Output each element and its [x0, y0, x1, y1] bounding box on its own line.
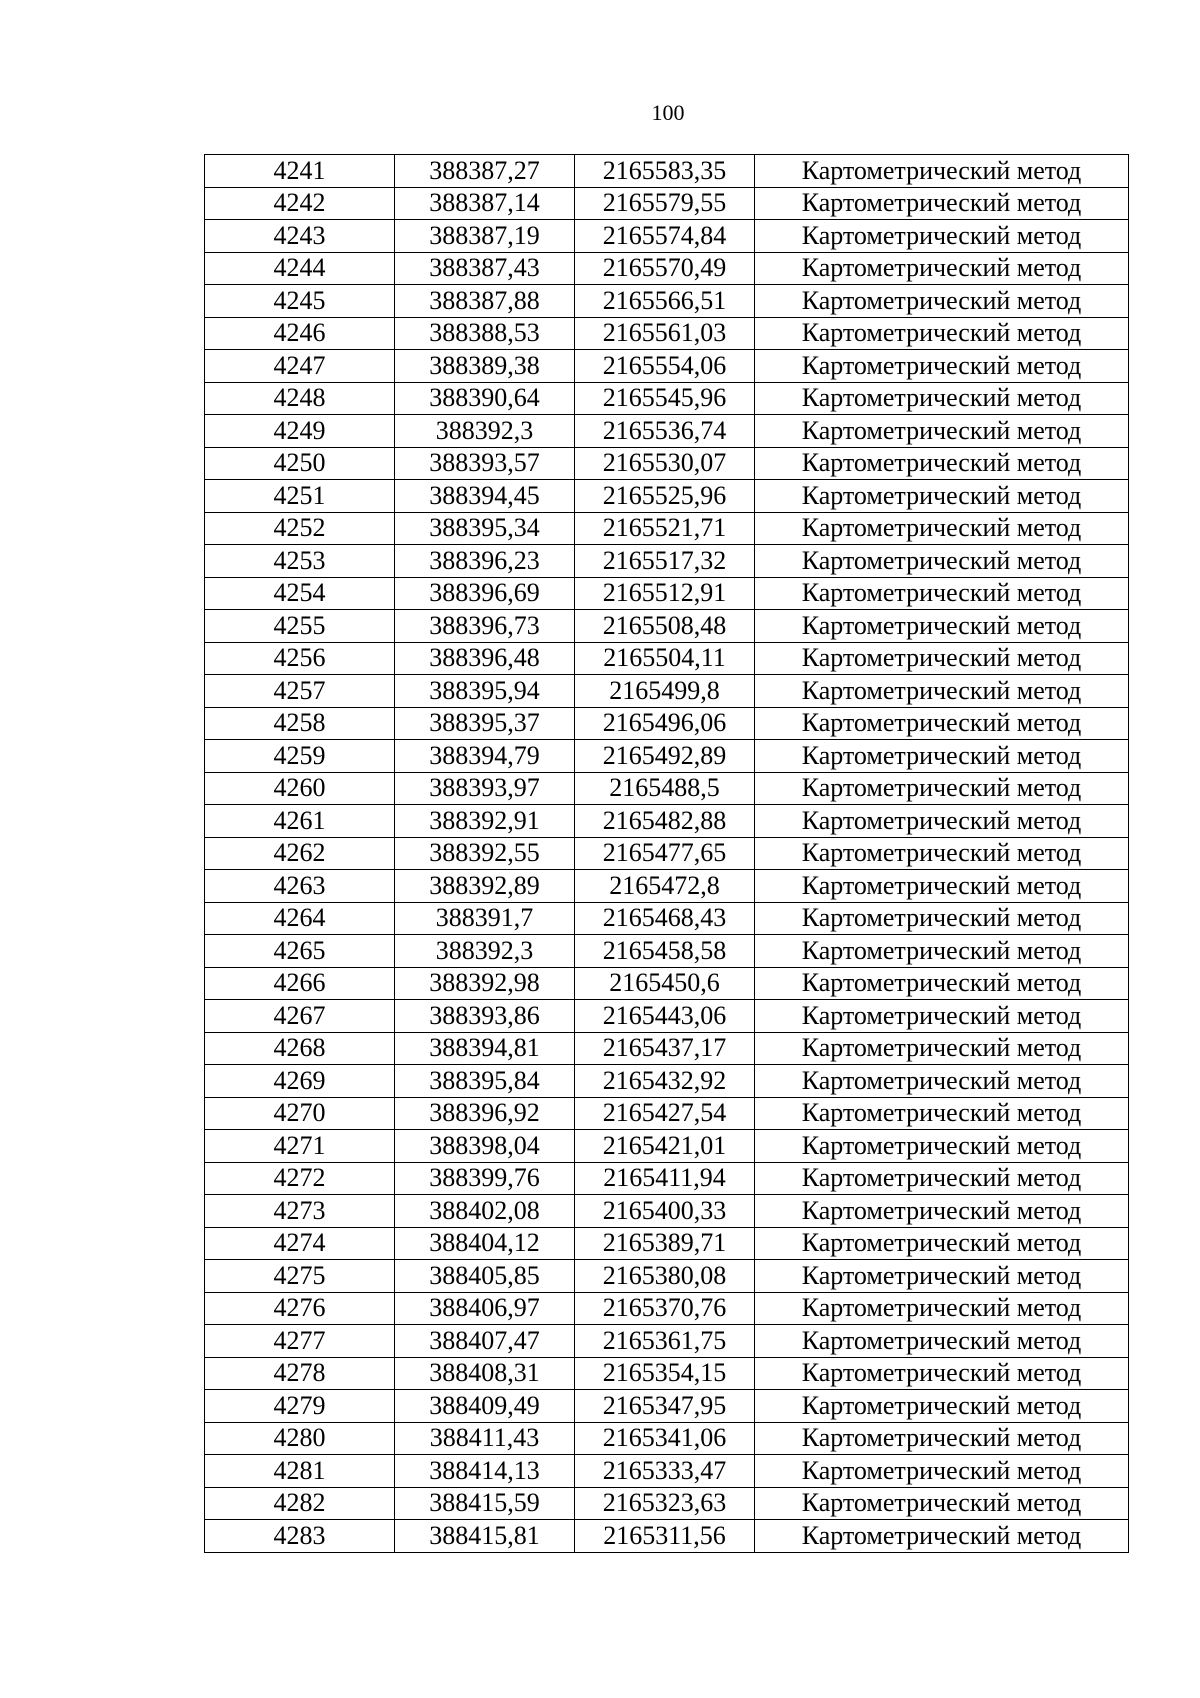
method-cell: Картометрический метод [755, 935, 1129, 968]
point-number-cell: 4260 [205, 772, 395, 805]
method-cell: Картометрический метод [755, 1000, 1129, 1033]
point-number-cell: 4243 [205, 220, 395, 253]
y-coordinate-cell: 2165468,43 [575, 902, 755, 935]
y-coordinate-cell: 2165525,96 [575, 480, 755, 513]
y-coordinate-cell: 2165311,56 [575, 1520, 755, 1553]
y-coordinate-cell: 2165504,11 [575, 642, 755, 675]
table-row [205, 1520, 1129, 1553]
point-number-cell: 4255 [205, 610, 395, 643]
y-coordinate-cell: 2165536,74 [575, 415, 755, 448]
x-coordinate-cell: 388405,85 [395, 1260, 575, 1293]
y-coordinate-cell: 2165530,07 [575, 447, 755, 480]
table-row [205, 1162, 1129, 1195]
point-number-cell: 4248 [205, 382, 395, 415]
y-coordinate-cell: 2165437,17 [575, 1032, 755, 1065]
method-cell: Картометрический метод [755, 967, 1129, 1000]
table-row [205, 350, 1129, 383]
table-row [205, 837, 1129, 870]
y-coordinate-cell: 2165508,48 [575, 610, 755, 643]
x-coordinate-cell: 388395,84 [395, 1065, 575, 1098]
x-coordinate-cell: 388408,31 [395, 1357, 575, 1390]
point-number-cell: 4253 [205, 545, 395, 578]
x-coordinate-cell: 388391,7 [395, 902, 575, 935]
x-coordinate-cell: 388394,79 [395, 740, 575, 773]
method-cell: Картометрический метод [755, 187, 1129, 220]
point-number-cell: 4269 [205, 1065, 395, 1098]
y-coordinate-cell: 2165354,15 [575, 1357, 755, 1390]
table-row [205, 317, 1129, 350]
x-coordinate-cell: 388395,37 [395, 707, 575, 740]
table-row [205, 447, 1129, 480]
x-coordinate-cell: 388387,27 [395, 155, 575, 188]
method-cell: Картометрический метод [755, 1097, 1129, 1130]
table-row [205, 1097, 1129, 1130]
x-coordinate-cell: 388394,81 [395, 1032, 575, 1065]
y-coordinate-cell: 2165370,76 [575, 1292, 755, 1325]
point-number-cell: 4264 [205, 902, 395, 935]
point-number-cell: 4249 [205, 415, 395, 448]
point-number-cell: 4272 [205, 1162, 395, 1195]
table-row [205, 870, 1129, 903]
y-coordinate-cell: 2165566,51 [575, 285, 755, 318]
point-number-cell: 4267 [205, 1000, 395, 1033]
table-row [205, 577, 1129, 610]
method-cell: Картометрический метод [755, 870, 1129, 903]
table-row [205, 415, 1129, 448]
point-number-cell: 4263 [205, 870, 395, 903]
table-row [205, 1065, 1129, 1098]
point-number-cell: 4259 [205, 740, 395, 773]
table-row [205, 610, 1129, 643]
method-cell: Картометрический метод [755, 285, 1129, 318]
y-coordinate-cell: 2165389,71 [575, 1227, 755, 1260]
y-coordinate-cell: 2165521,71 [575, 512, 755, 545]
x-coordinate-cell: 388389,38 [395, 350, 575, 383]
method-cell: Картометрический метод [755, 1292, 1129, 1325]
method-cell: Картометрический метод [755, 1130, 1129, 1163]
x-coordinate-cell: 388406,97 [395, 1292, 575, 1325]
point-number-cell: 4266 [205, 967, 395, 1000]
x-coordinate-cell: 388415,81 [395, 1520, 575, 1553]
point-number-cell: 4246 [205, 317, 395, 350]
method-cell: Картометрический метод [755, 480, 1129, 513]
point-number-cell: 4279 [205, 1390, 395, 1423]
y-coordinate-cell: 2165570,49 [575, 252, 755, 285]
y-coordinate-cell: 2165499,8 [575, 675, 755, 708]
point-number-cell: 4273 [205, 1195, 395, 1228]
method-cell: Картометрический метод [755, 837, 1129, 870]
table-row [205, 707, 1129, 740]
x-coordinate-cell: 388396,73 [395, 610, 575, 643]
y-coordinate-cell: 2165561,03 [575, 317, 755, 350]
point-number-cell: 4261 [205, 805, 395, 838]
x-coordinate-cell: 388390,64 [395, 382, 575, 415]
method-cell: Картометрический метод [755, 902, 1129, 935]
method-cell: Картометрический метод [755, 220, 1129, 253]
x-coordinate-cell: 388396,23 [395, 545, 575, 578]
method-cell: Картометрический метод [755, 1422, 1129, 1455]
y-coordinate-cell: 2165472,8 [575, 870, 755, 903]
point-number-cell: 4271 [205, 1130, 395, 1163]
table-row [205, 1422, 1129, 1455]
coordinates-table [204, 154, 1129, 1553]
method-cell: Картометрический метод [755, 512, 1129, 545]
x-coordinate-cell: 388407,47 [395, 1325, 575, 1358]
method-cell: Картометрический метод [755, 1162, 1129, 1195]
x-coordinate-cell: 388392,98 [395, 967, 575, 1000]
x-coordinate-cell: 388415,59 [395, 1487, 575, 1520]
method-cell: Картометрический метод [755, 577, 1129, 610]
x-coordinate-cell: 388393,86 [395, 1000, 575, 1033]
point-number-cell: 4282 [205, 1487, 395, 1520]
y-coordinate-cell: 2165458,58 [575, 935, 755, 968]
point-number-cell: 4275 [205, 1260, 395, 1293]
method-cell: Картометрический метод [755, 1455, 1129, 1488]
x-coordinate-cell: 388387,43 [395, 252, 575, 285]
y-coordinate-cell: 2165574,84 [575, 220, 755, 253]
x-coordinate-cell: 388396,92 [395, 1097, 575, 1130]
point-number-cell: 4280 [205, 1422, 395, 1455]
method-cell: Картометрический метод [755, 447, 1129, 480]
point-number-cell: 4245 [205, 285, 395, 318]
y-coordinate-cell: 2165496,06 [575, 707, 755, 740]
y-coordinate-cell: 2165583,35 [575, 155, 755, 188]
point-number-cell: 4257 [205, 675, 395, 708]
method-cell: Картометрический метод [755, 317, 1129, 350]
point-number-cell: 4262 [205, 837, 395, 870]
x-coordinate-cell: 388396,48 [395, 642, 575, 675]
table-row [205, 1357, 1129, 1390]
table-row [205, 155, 1129, 188]
y-coordinate-cell: 2165400,33 [575, 1195, 755, 1228]
point-number-cell: 4277 [205, 1325, 395, 1358]
x-coordinate-cell: 388409,49 [395, 1390, 575, 1423]
method-cell: Картометрический метод [755, 1520, 1129, 1553]
point-number-cell: 4258 [205, 707, 395, 740]
x-coordinate-cell: 388402,08 [395, 1195, 575, 1228]
x-coordinate-cell: 388404,12 [395, 1227, 575, 1260]
y-coordinate-cell: 2165554,06 [575, 350, 755, 383]
method-cell: Картометрический метод [755, 1390, 1129, 1423]
method-cell: Картометрический метод [755, 1487, 1129, 1520]
x-coordinate-cell: 388394,45 [395, 480, 575, 513]
y-coordinate-cell: 2165545,96 [575, 382, 755, 415]
method-cell: Картометрический метод [755, 1325, 1129, 1358]
x-coordinate-cell: 388396,69 [395, 577, 575, 610]
y-coordinate-cell: 2165488,5 [575, 772, 755, 805]
point-number-cell: 4276 [205, 1292, 395, 1325]
method-cell: Картометрический метод [755, 610, 1129, 643]
table-row [205, 252, 1129, 285]
y-coordinate-cell: 2165421,01 [575, 1130, 755, 1163]
method-cell: Картометрический метод [755, 1227, 1129, 1260]
table-row [205, 512, 1129, 545]
y-coordinate-cell: 2165512,91 [575, 577, 755, 610]
point-number-cell: 4283 [205, 1520, 395, 1553]
table-row [205, 935, 1129, 968]
table-row [205, 1325, 1129, 1358]
x-coordinate-cell: 388392,55 [395, 837, 575, 870]
method-cell: Картометрический метод [755, 545, 1129, 578]
point-number-cell: 4247 [205, 350, 395, 383]
table-row [205, 1130, 1129, 1163]
y-coordinate-cell: 2165323,63 [575, 1487, 755, 1520]
method-cell: Картометрический метод [755, 1032, 1129, 1065]
method-cell: Картометрический метод [755, 252, 1129, 285]
x-coordinate-cell: 388387,19 [395, 220, 575, 253]
table-row [205, 642, 1129, 675]
method-cell: Картометрический метод [755, 1065, 1129, 1098]
point-number-cell: 4265 [205, 935, 395, 968]
x-coordinate-cell: 388387,14 [395, 187, 575, 220]
y-coordinate-cell: 2165450,6 [575, 967, 755, 1000]
x-coordinate-cell: 388392,3 [395, 935, 575, 968]
table-row [205, 1000, 1129, 1033]
point-number-cell: 4252 [205, 512, 395, 545]
method-cell: Картометрический метод [755, 642, 1129, 675]
y-coordinate-cell: 2165443,06 [575, 1000, 755, 1033]
table-row [205, 1455, 1129, 1488]
table-row [205, 1390, 1129, 1423]
point-number-cell: 4254 [205, 577, 395, 610]
method-cell: Картометрический метод [755, 740, 1129, 773]
table-row [205, 1292, 1129, 1325]
y-coordinate-cell: 2165432,92 [575, 1065, 755, 1098]
x-coordinate-cell: 388387,88 [395, 285, 575, 318]
y-coordinate-cell: 2165411,94 [575, 1162, 755, 1195]
table-row [205, 1260, 1129, 1293]
x-coordinate-cell: 388393,97 [395, 772, 575, 805]
x-coordinate-cell: 388388,53 [395, 317, 575, 350]
method-cell: Картометрический метод [755, 382, 1129, 415]
point-number-cell: 4281 [205, 1455, 395, 1488]
page-number: 100 [651, 100, 685, 125]
table-row [205, 1195, 1129, 1228]
x-coordinate-cell: 388395,94 [395, 675, 575, 708]
table-row [205, 187, 1129, 220]
x-coordinate-cell: 388395,34 [395, 512, 575, 545]
table-row [205, 902, 1129, 935]
table-body [205, 155, 1129, 1553]
table-row [205, 805, 1129, 838]
method-cell: Картометрический метод [755, 707, 1129, 740]
y-coordinate-cell: 2165492,89 [575, 740, 755, 773]
method-cell: Картометрический метод [755, 675, 1129, 708]
y-coordinate-cell: 2165517,32 [575, 545, 755, 578]
y-coordinate-cell: 2165347,95 [575, 1390, 755, 1423]
method-cell: Картометрический метод [755, 1357, 1129, 1390]
x-coordinate-cell: 388399,76 [395, 1162, 575, 1195]
point-number-cell: 4274 [205, 1227, 395, 1260]
table-row [205, 967, 1129, 1000]
point-number-cell: 4256 [205, 642, 395, 675]
y-coordinate-cell: 2165333,47 [575, 1455, 755, 1488]
table-row [205, 382, 1129, 415]
x-coordinate-cell: 388393,57 [395, 447, 575, 480]
point-number-cell: 4268 [205, 1032, 395, 1065]
method-cell: Картометрический метод [755, 415, 1129, 448]
method-cell: Картометрический метод [755, 1260, 1129, 1293]
y-coordinate-cell: 2165341,06 [575, 1422, 755, 1455]
table-row [205, 1487, 1129, 1520]
table-row [205, 675, 1129, 708]
table-row [205, 740, 1129, 773]
x-coordinate-cell: 388414,13 [395, 1455, 575, 1488]
table-row [205, 772, 1129, 805]
y-coordinate-cell: 2165427,54 [575, 1097, 755, 1130]
method-cell: Картометрический метод [755, 805, 1129, 838]
table-row [205, 1227, 1129, 1260]
point-number-cell: 4244 [205, 252, 395, 285]
x-coordinate-cell: 388392,3 [395, 415, 575, 448]
method-cell: Картометрический метод [755, 155, 1129, 188]
y-coordinate-cell: 2165579,55 [575, 187, 755, 220]
y-coordinate-cell: 2165482,88 [575, 805, 755, 838]
table-row [205, 1032, 1129, 1065]
y-coordinate-cell: 2165361,75 [575, 1325, 755, 1358]
x-coordinate-cell: 388392,91 [395, 805, 575, 838]
point-number-cell: 4250 [205, 447, 395, 480]
y-coordinate-cell: 2165477,65 [575, 837, 755, 870]
x-coordinate-cell: 388411,43 [395, 1422, 575, 1455]
method-cell: Картометрический метод [755, 772, 1129, 805]
point-number-cell: 4241 [205, 155, 395, 188]
method-cell: Картометрический метод [755, 350, 1129, 383]
point-number-cell: 4251 [205, 480, 395, 513]
point-number-cell: 4270 [205, 1097, 395, 1130]
x-coordinate-cell: 388392,89 [395, 870, 575, 903]
table-row [205, 285, 1129, 318]
point-number-cell: 4242 [205, 187, 395, 220]
x-coordinate-cell: 388398,04 [395, 1130, 575, 1163]
point-number-cell: 4278 [205, 1357, 395, 1390]
table-row [205, 545, 1129, 578]
table-row [205, 220, 1129, 253]
method-cell: Картометрический метод [755, 1195, 1129, 1228]
y-coordinate-cell: 2165380,08 [575, 1260, 755, 1293]
table-row [205, 480, 1129, 513]
